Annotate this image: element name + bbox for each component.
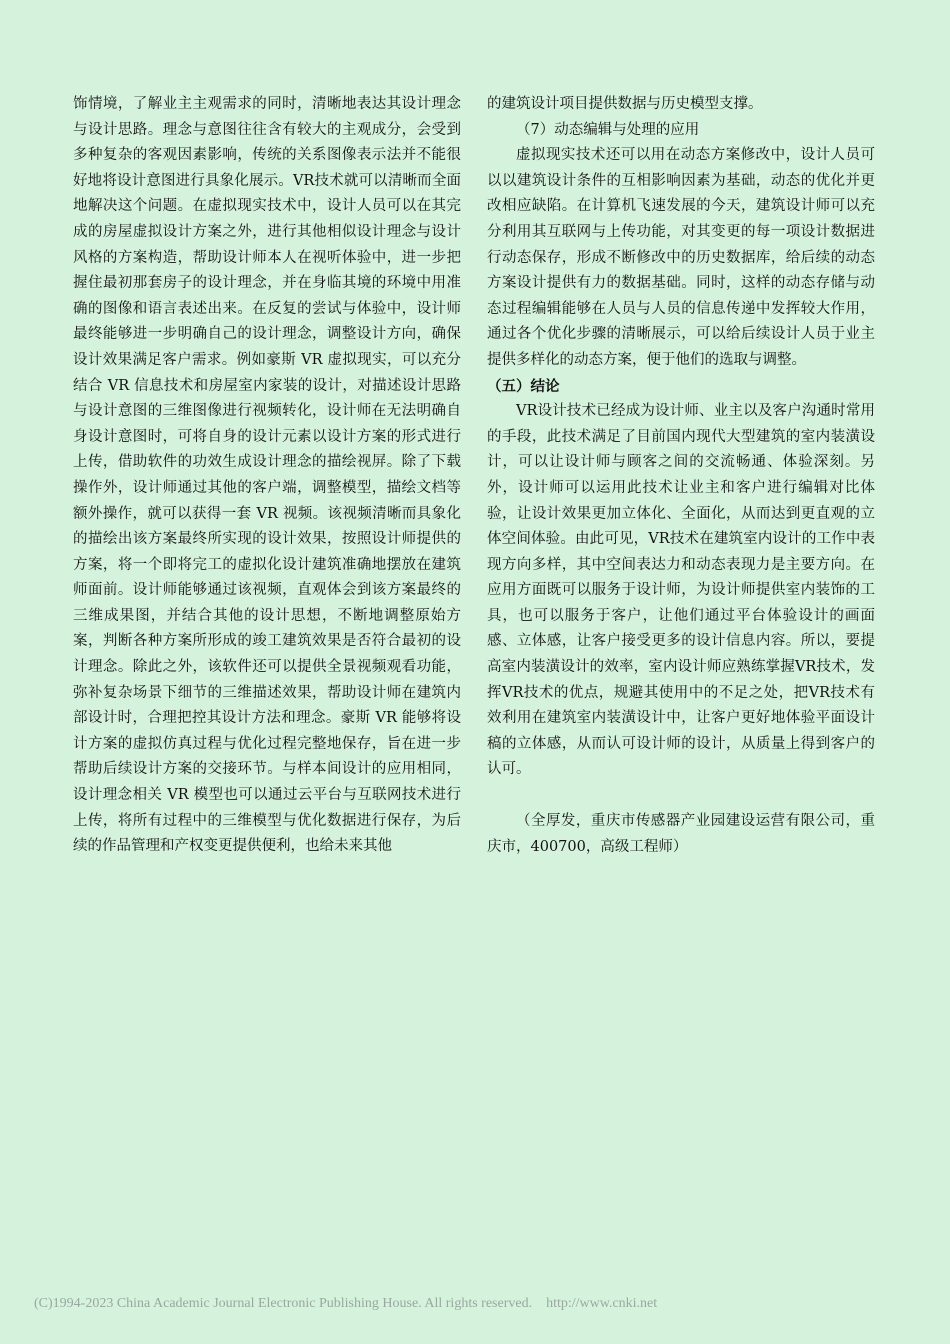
subsection-heading: （7）动态编辑与处理的应用 — [516, 121, 700, 138]
continuation-paragraph: 的建筑设计项目提供数据与历史模型支撑。 — [487, 96, 763, 112]
author-info: （全厚发，重庆市传感器产业园建设运营有限公司，重庆市，400700，高级工程师） — [487, 813, 875, 855]
conclusion-paragraph: VR设计技术已经成为设计师、业主以及客户沟通时常用的手段，此技术满足了目前国内现代大型建筑的室内装潢设计，可以让设计师与顾客之间的交流畅通、体验深刻。另外，设计师可以运用此技术让业主和客户进行编辑对比体验，让设计效果更加立体化、全面化，从而达到更直观的立体空间体验。由此可见，VR技术在建筑室内设计的工作中表现方向多样，其中空间表达力和动态表现力是主要方向。在应用方面既可以服务于设计师，为设计师提供室内装饰的工具，也可以服务于客户，让他们通过平台体验设计的画面感、立体感，让客户接受更多的设计信息内容。所以，要提高室内装潢设计的效率，室内设计师应熟练掌握VR技术，发挥VR技术的优点，规避其使用中的不足之处，把VR技术有效利用在建筑室内装潢设计中，让客户更好地体验平面设计稿的立体感，从而认可设计师的设计，从质量上得到客户的认可。 — [487, 403, 875, 778]
left-column — [73, 92, 461, 860]
subsection-paragraph: 虚拟现实技术还可以用在动态方案修改中，设计人员可以以建筑设计条件的互相影响因素为基础，动态的优化并更改相应缺陷。在计算机飞速发展的今天，建筑设计师可以充分利用其互联网与上传功能，对其变更的每一项设计数据进行动态保存，形成不断修改中的历史数据库，给后续的动态方案设计提供有力的数据基础。同时，这样的动态存储与动态过程编辑能够在人员与人员的信息传递中发挥较大作用，通过各个优化步骤的清晰展示，可以给后续设计人员于业主提供多样化的动态方案，便于他们的选取与调整。 — [487, 147, 875, 368]
body-paragraph: 饰情境，了解业主主观需求的同时，清晰地表达其设计理念与设计思路。理念与意图往往含有较大的主观成分，会受到多种复杂的客观因素影响，传统的关系图像表示法并不能很好地将设计意图进行具象化展示。VR技术就可以清晰而全面地解决这个问题。在虚拟现实技术中，设计人员可以在其完成的房屋虚拟设计方案之外，进行其他相似设计理念与设计风格的方案构造，帮助设计师本人在视听体验中，进一步把握住最初那套房子的设计理念，并在身临其境的环境中用准确的图像和语言表述出来。在反复的尝试与体验中，设计师最终能够进一步明确自己的设计理念，调整设计方向，确保设计效果满足客户需求。例如豪斯 VR 虚拟现实，可以充分结合 VR 信息技术和房屋室内家装的设计，对描述设计思路与设计意图的三维图像进行视频转化，设计师在无法明确自身设计意图时，可将自身的设计元素以设计方案的形式进行上传，借助软件的功效生成设计理念的描绘视屏。除了下载操作外，设计师通过其他的客户端，调整模型，描绘文档等额外操作，就可以获得一套 VR 视频。该视频清晰而具象化的描绘出该方案最终所实现的设计效果，按照设计师提供的方案，将一个即将完工的虚拟化设计建筑准确地摆放在建筑师面前。设计师能够通过该视频，直观体会到该方案最终的三维成果图，并结合其他的设计思想，不断地调整原始方案，判断各种方案所形成的竣工建筑效果是否符合最初的设计理念。除此之外，该软件还可以提供全景视频观看功能，弥补复杂场景下细节的三维描述效果，帮助设计师在建筑内部设计时，合理把控其设计方法和理念。豪斯 VR 能够将设计方案的虚拟仿真过程与优化过程完整地保存，旨在进一步帮助后续设计方案的交接环节。与样本间设计的应用相同，设计理念相关 VR 模型也可以通过云平台与互联网技术进行上传，将所有过程中的三维模型与优化数据进行保存，为后续的作品管理和产权变更提供便利，也给未来其他 — [73, 96, 461, 855]
right-column — [487, 92, 875, 860]
section-heading: （五）结论 — [487, 377, 560, 395]
copyright-footer: (C)1994-2023 China Academic Journal Electronic Publishing House. All rights reserved. http://www.cnki.net — [34, 1296, 658, 1311]
